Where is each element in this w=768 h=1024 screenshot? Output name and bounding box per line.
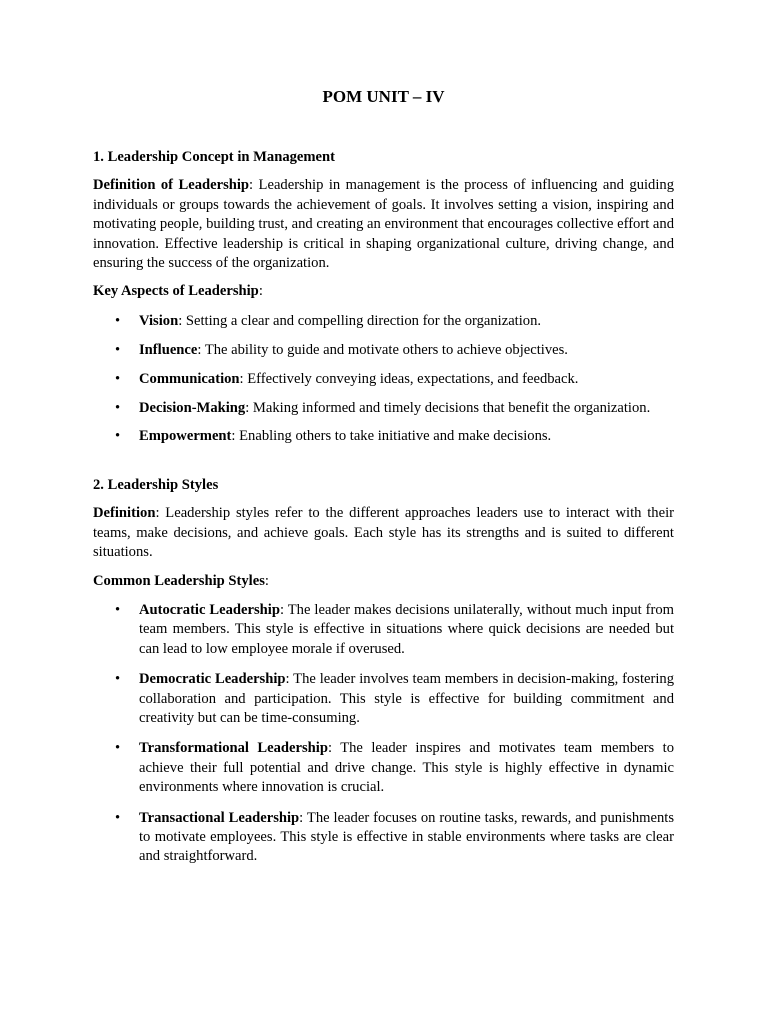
bullet-icon: •: [115, 671, 121, 688]
list-item-text: : The leader focuses on routine tasks, rewards, and punishments to motivate employees. This style is effective in stable environments where tasks are clear and straightforward.: [139, 809, 674, 865]
list-item: [93, 427, 674, 446]
common-styles-colon: :: [264, 572, 269, 589]
list-item: [93, 312, 674, 331]
list-item: [93, 370, 674, 389]
list-item: [93, 739, 674, 797]
bullet-icon: •: [115, 809, 121, 826]
list-item: [93, 601, 674, 659]
bullet-icon: •: [115, 601, 121, 618]
key-aspects-label: Key Aspects of Leadership: [93, 283, 259, 300]
list-item: [93, 809, 674, 867]
definition-text: : Leadership styles refer to the different approaches leaders use to interact with their teams, make decisions, and achieve goals. Each style has its strengths and is suited to different situations.: [93, 505, 674, 561]
list-item-term: Empowerment: [139, 428, 232, 445]
list-item-text: : The leader makes decisions unilaterally, without much input from team members. This style is effective in situations where quick decisions are needed but can lead to low employee morale if overused.: [139, 601, 674, 657]
list-item-text: : The leader involves team members in decision-making, fostering collaboration and participation. This style is effective for building commitment and creativity but can be time-consuming.: [139, 671, 675, 726]
bullet-icon: •: [115, 370, 121, 387]
list-item-text: : Enabling others to take initiative and make decisions.: [231, 428, 552, 445]
list-item-term: Transformational Leadership: [139, 740, 328, 757]
definition-label: Definition of Leadership: [93, 177, 250, 194]
bullet-icon: •: [115, 740, 121, 757]
styles-definition-paragraph: [93, 504, 674, 562]
list-item-text: : Making informed and timely decisions that benefit the organization.: [245, 399, 651, 416]
key-aspects-heading: [93, 282, 674, 301]
list-item: [93, 670, 674, 728]
bullet-icon: •: [115, 341, 121, 358]
list-item-term: Communication: [139, 370, 240, 387]
bullet-icon: •: [115, 428, 121, 445]
definition-label: Definition: [93, 505, 156, 522]
list-item-term: Democratic Leadership: [139, 671, 286, 688]
section-heading-leadership-styles: 2. Leadership Styles: [93, 476, 219, 493]
list-item-text: : The leader inspires and motivates team members to achieve their full potential and drive change. This style is highly effective in dynamic environments where innovation is crucial.: [139, 740, 674, 796]
list-item-term: Autocratic Leadership: [139, 601, 280, 618]
list-item: [93, 341, 674, 360]
list-item: [93, 399, 674, 418]
leadership-styles-list: [93, 601, 674, 867]
leadership-definition-paragraph: [93, 176, 674, 273]
list-item-text: : The ability to guide and motivate others to achieve objectives.: [197, 341, 568, 358]
list-item-term: Influence: [139, 341, 198, 358]
list-item-text: : Effectively conveying ideas, expectations, and feedback.: [239, 370, 579, 387]
definition-text: : Leadership in management is the process of influencing and guiding individuals or groups towards the achievement of goals. It involves setting a vision, inspiring and motivating people, building trust, and creating an environment that encourages collective effort and innovation. Effective leadership is critical in shaping organizational culture, driving change, and ensuring the success of the organization.: [93, 177, 674, 272]
list-item-term: Vision: [139, 312, 179, 329]
list-item-term: Transactional Leadership: [139, 809, 300, 826]
common-styles-heading: [93, 572, 674, 591]
common-styles-label: Common Leadership Styles: [93, 572, 265, 589]
section-heading-leadership-concept: 1. Leadership Concept in Management: [93, 149, 336, 165]
key-aspects-colon: :: [258, 283, 263, 300]
list-item-term: Decision-Making: [139, 399, 246, 416]
list-item-text: : Setting a clear and compelling direction for the organization.: [178, 312, 542, 329]
bullet-icon: •: [115, 312, 121, 329]
key-aspects-list: [93, 312, 674, 447]
document-title: POM UNIT – IV: [322, 87, 445, 106]
bullet-icon: •: [115, 399, 121, 416]
